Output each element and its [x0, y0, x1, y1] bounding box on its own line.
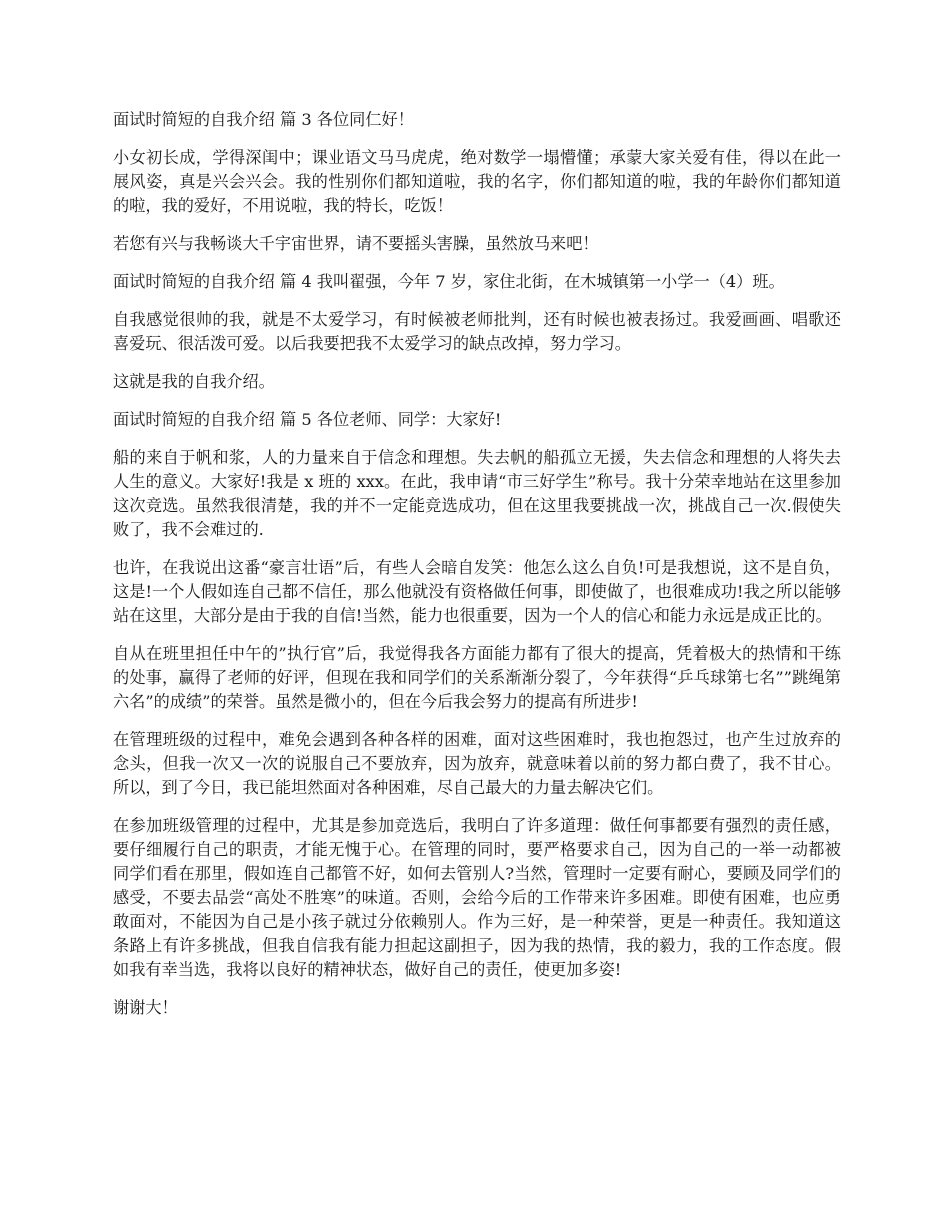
- paragraph: 也许，在我说出这番“豪言壮语”后，有些人会暗自发笑：他怎么这么自负!可是我想说，这不是自负，这是!一个人假如连自己都不信任，那么他就没有资格做任何事，即使做了，也很难成功!我之所以能够站在这里，大部分是由于我的自信!当然，能力也很重要，因为一个人的信心和能力永远是成正比的。: [113, 558, 841, 625]
- paragraph: 若您有兴与我畅谈大千宇宙世界，请不要摇头害臊，虽然放马来吧！: [113, 234, 599, 253]
- paragraph: 在管理班级的过程中，难免会遇到各种各样的困难，面对这些困难时，我也抱怨过，也产生过放弃的念头，但我一次又一次的说服自己不要放弃，因为放弃，就意味着以前的努力都白费了，我不甘心。所以，到了今日，我已能坦然面对各种困难，尽自己最大的力量去解决它们。: [113, 730, 841, 797]
- heading-intro-4: 面试时简短的自我介绍 篇 4 我叫翟强，今年 7 岁，家住北街，在木城镇第一小学一（4）班。: [113, 272, 785, 291]
- paragraph: 自我感觉很帅的我，就是不太爱学习，有时候被老师批判，还有时候也被表扬过。我爱画画、唱歌还喜爱玩、很活泼可爱。以后我要把我不太爱学习的缺点改掉，努力学习。: [113, 310, 841, 353]
- heading-intro-5: 面试时简短的自我介绍 篇 5 各位老师、同学：大家好!: [113, 410, 502, 429]
- paragraph: 在参加班级管理的过程中，尤其是参加竞选后，我明白了许多道理：做任何事都要有强烈的责任感，要仔细履行自己的职责，才能无愧于心。在管理的同时，要严格要求自己，因为自己的一举一动都被同学们看在那里，假如连自己都管不好，如何去管别人?当然，管理时一定要有耐心，要顾及同学们的感受，不要去品尝“高处不胜寒”的味道。否则，会给今后的工作带来许多困难。即使有困难，也应勇敢面对，不能因为自己是小孩子就过分依赖别人。作为三好，是一种荣誉，更是一种责任。我知道这条路上有许多挑战，但我自信我有能力担起这副担子，因为我的热情，我的毅力，我的工作态度。假如我有幸当选，我将以良好的精神状态，做好自己的责任，使更加多姿!: [113, 816, 841, 979]
- paragraph: 小女初长成，学得深闺中；课业语文马马虎虎，绝对数学一塌懵懂；承蒙大家关爱有佳，得以在此一展风姿，真是兴会兴会。我的性别你们都知道啦，我的名字，你们都知道的啦，我的年龄你们都知道的啦，我的爱好，不用说啦，我的特长，吃饭！: [113, 148, 841, 215]
- paragraph: 船的来自于帆和浆，人的力量来自于信念和理想。失去帆的船孤立无援，失去信念和理想的人将失去人生的意义。大家好!我是 x 班的 xxx。在此，我申请“市三好学生”称号。我十分荣幸地站在这里参加这次竞选。虽然我很清楚，我的并不一定能竞选成功，但在这里我要挑战一次，挑战自己一次.假使失败了，我不会难过的.: [113, 448, 841, 539]
- heading-intro-3: 面试时简短的自我介绍 篇 3 各位同仁好！: [113, 110, 414, 129]
- closing-line: 谢谢大！: [113, 998, 178, 1017]
- paragraph: 自从在班里担任中午的”执行官”后，我觉得我各方面能力都有了很大的提高，凭着极大的热情和干练的处事，赢得了老师的好评，但现在我和同学们的关系渐渐分裂了，今年获得“乒乓球第七名””跳绳第六名”的成绩”的荣誉。虽然是微小的，但在今后我会努力的提高有所进步!: [113, 644, 841, 711]
- paragraph: 这就是我的自我介绍。: [113, 372, 275, 391]
- document-page: [113, 108, 841, 1034]
